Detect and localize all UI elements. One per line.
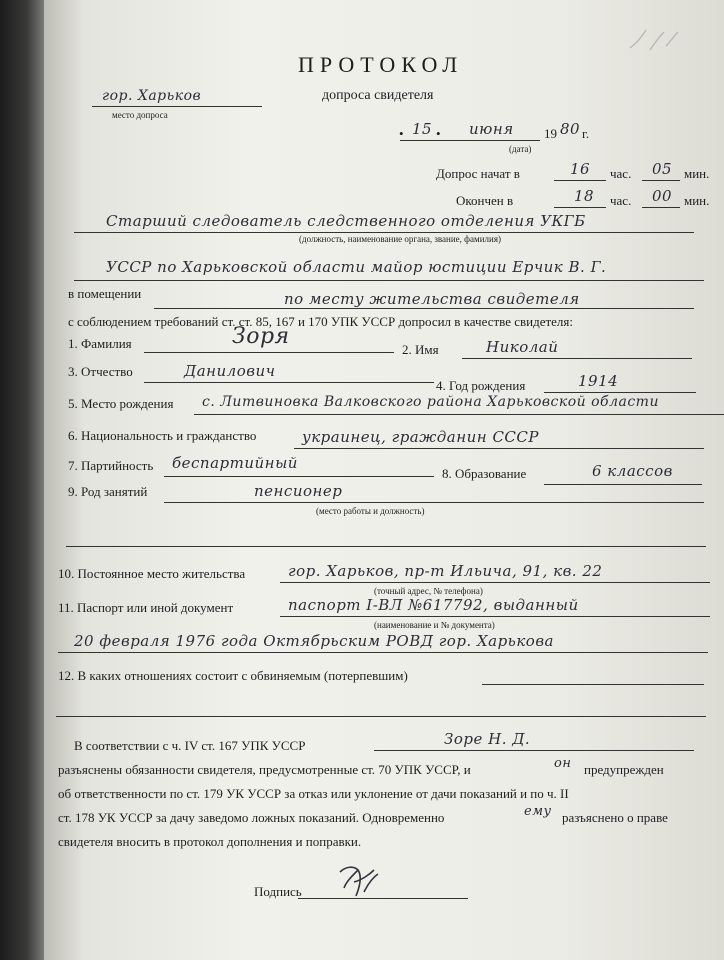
document-title: ПРОТОКОЛ	[298, 52, 464, 77]
end-label: Окончен в	[456, 193, 514, 208]
date-year-suffix: г.	[582, 126, 590, 141]
occupation-label: 9. Род занятий	[68, 484, 148, 499]
pencil-mark	[624, 22, 684, 62]
blank-line	[66, 546, 706, 547]
end-hour-unit: час.	[610, 193, 632, 208]
name-value: Николай	[486, 338, 559, 356]
start-min-unit: мин.	[684, 166, 710, 181]
official-line1: Старший следователь следственного отделения УКГБ	[106, 212, 586, 230]
document-subtitle: допроса свидетеля	[322, 88, 434, 103]
para2-text-b: предупрежден	[584, 762, 664, 777]
residence-label: 10. Постоянное место жительства	[58, 566, 246, 581]
residence-caption: (точный адрес, № телефона)	[374, 586, 483, 596]
start-min: 05	[652, 160, 673, 178]
relation-label: 12. В каких отношениях состоит с обвиняемым (потерпевшим)	[58, 668, 408, 683]
signature-mark	[334, 862, 384, 904]
passport-caption: (наименование и № документа)	[374, 620, 495, 630]
official-caption: (должность, наименование органа, звание, фамилия)	[299, 234, 501, 244]
nationality-value: украинец, гражданин СССР	[302, 428, 539, 446]
place-caption: место допроса	[112, 110, 168, 120]
start-hour-unit: час.	[610, 166, 632, 181]
place-line	[92, 106, 262, 107]
para5-text: свидетеля вносить в протокол дополнения и поправки.	[58, 834, 362, 849]
document-page: ПРОТОКОЛ допроса свидетеля гор. Харьков место допроса • 15 • июня 19 80 г. (дата) Допрос начат в 16 час. 05 мин. Окончен в 18 час. 00 мин. Старший следователь следственного отделения УКГБ (должность, наименование органа, звание, фамилия) УССР по Харьковской области майор юстиции Ерчик В. Г. в помещении по месту жительства свидетеля с соблюдением требований ст. ст. 85, 167 и 170 УПК УССР допросил в качестве свидетеля: 1. Фамилия Зоря 2. Имя Николай 3. Отчество Данилович 4. Год рождения 1914 5. Место рождения с. Литвиновка Валковского района Харьковской области 6. Национальность и гражданство украинец, гражданин СССР 7. Партийность беспартийный 8. Образование 6 классов 9. Род занятий пенсионер (место работы и должность) 10. Постоянное место жительства гор. Харьков, пр-т Ильича, 91, кв. 22 (точный адрес, № телефона) 11. Паспорт или иной документ паспорт I-ВЛ №617792, выданный (наименование и № документа) 20 февраля 1976 года Октябрьским РОВД гор. Харькова 12. В каких отношениях состоит с обвиняемым (потерпевшим) В соответствии с ч. IV ст. 167 УПК УССР Зоре Н. Д. разъяснены обязанности свидетеля, предусмотренные ст. 70 УПК УССР, и он предупрежден об ответственности по ст. 179 УК УССР за отказ или уклонение от дачи показаний и по ч. II ст. 178 УК УССР за дачу заведомо ложных показаний. Одновременно ему разъяснено о праве свидетеля вносить в протокол дополнения и поправки. Подпись	[44, 0, 724, 960]
end-hour: 18	[574, 187, 595, 205]
surname-label: 1. Фамилия	[68, 336, 132, 351]
birthplace-value: с. Литвиновка Валковского района Харьковской области	[202, 394, 659, 410]
birthyear-label: 4. Год рождения	[436, 378, 526, 393]
surname-value: Зоря	[232, 324, 290, 349]
passport-label: 11. Паспорт или иной документ	[58, 600, 234, 615]
passport-value2: 20 февраля 1976 года Октябрьским РОВД гор. Харькова	[74, 632, 555, 650]
date-day: 15	[412, 120, 433, 138]
start-label: Допрос начат в	[436, 166, 520, 181]
occupation-caption: (место работы и должность)	[316, 506, 425, 516]
intro-text: с соблюдением требований ст. ст. 85, 167 и 170 УПК УССР допросил в качестве свидетеля:	[68, 314, 574, 329]
start-hour: 16	[570, 160, 591, 178]
birthyear-value: 1914	[578, 372, 619, 390]
para2-pronoun: он	[554, 756, 572, 771]
patronymic-label: 3. Отчество	[68, 364, 133, 379]
party-value: беспартийный	[172, 454, 298, 472]
education-label: 8. Образование	[442, 466, 527, 481]
date-caption: (дата)	[509, 144, 532, 154]
para4-text-b: разъяснено о праве	[562, 810, 668, 825]
residence-value: гор. Харьков, пр-т Ильича, 91, кв. 22	[288, 562, 603, 580]
nationality-label: 6. Национальность и гражданство	[68, 428, 257, 443]
party-label: 7. Партийность	[68, 458, 154, 473]
para2-text-a: разъяснены обязанности свидетеля, предусмотренные ст. 70 УПК УССР, и	[58, 762, 471, 777]
para4-pronoun: ему	[524, 804, 552, 819]
date-year: 80	[560, 120, 581, 138]
date-month: июня	[469, 120, 514, 138]
para3-text: об ответственности по ст. 179 УК УССР за отказ или уклонение от дачи показаний и по ч. II	[58, 786, 569, 801]
place-value: гор. Харьков	[102, 88, 202, 104]
premises-value: по месту жительства свидетеля	[284, 290, 580, 308]
signature-label: Подпись	[254, 884, 302, 899]
date-line	[400, 140, 540, 141]
education-value: 6 классов	[592, 462, 673, 480]
para1-witness-name: Зоре Н. Д.	[444, 730, 531, 748]
date-year-prefix: 19	[544, 126, 557, 141]
passport-value: паспорт I-ВЛ №617792, выданный	[288, 596, 579, 614]
official-line2: УССР по Харьковской области майор юстиции Ерчик В. Г.	[106, 258, 607, 276]
premises-label: в помещении	[68, 286, 142, 301]
end-min: 00	[652, 187, 673, 205]
birthplace-label: 5. Место рождения	[68, 396, 174, 411]
patronymic-value: Данилович	[184, 362, 276, 380]
end-min-unit: мин.	[684, 193, 710, 208]
name-label: 2. Имя	[402, 342, 439, 357]
occupation-value: пенсионер	[254, 482, 343, 500]
para1-prefix: В соответствии с ч. IV ст. 167 УПК УССР	[74, 738, 306, 753]
para4-text-a: ст. 178 УК УССР за дачу заведомо ложных показаний. Одновременно	[58, 810, 445, 825]
